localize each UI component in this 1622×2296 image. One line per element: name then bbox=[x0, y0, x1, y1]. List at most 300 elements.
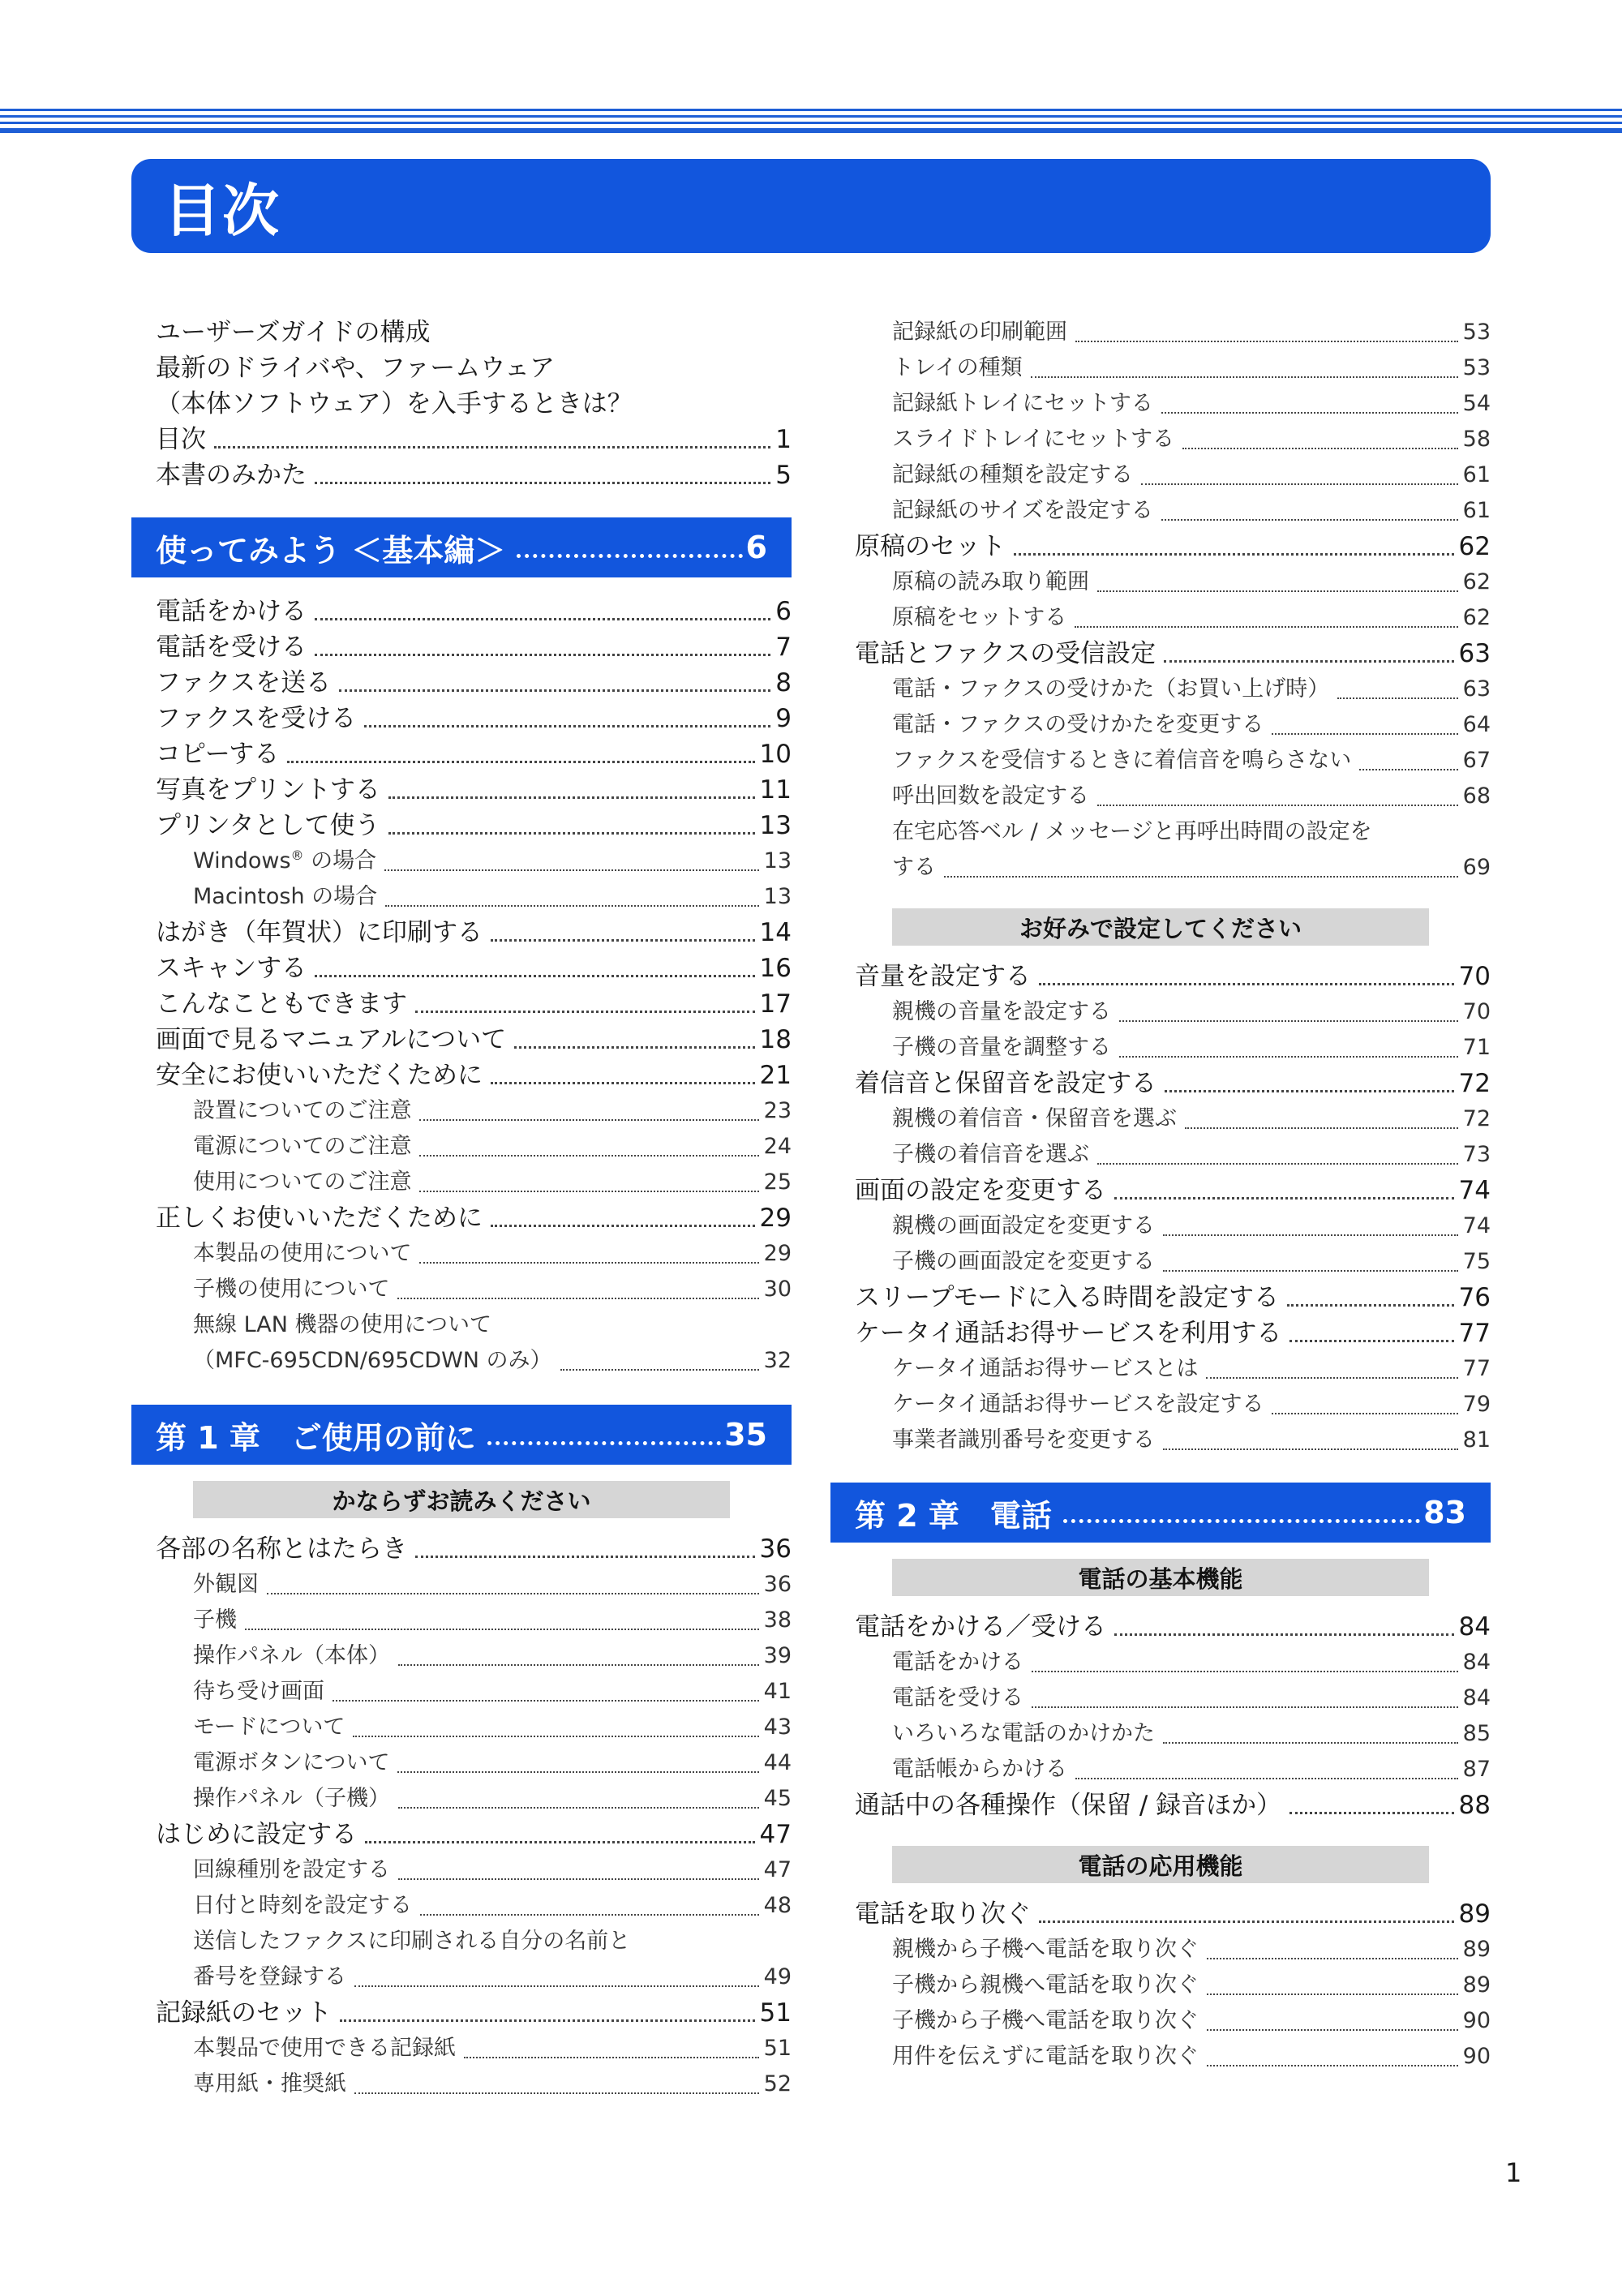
toc-page-number: 21 bbox=[759, 1061, 792, 1090]
subsection-bar-preference: お好みで設定してください bbox=[892, 908, 1429, 946]
toc-entry[interactable] bbox=[892, 994, 1491, 1030]
toc-label: 電話を受ける bbox=[892, 1685, 1023, 1710]
leader-dots bbox=[464, 2057, 759, 2058]
toc-label: 原稿をセットする bbox=[892, 605, 1067, 630]
toc-entry[interactable] bbox=[892, 2039, 1491, 2075]
toc-entry-guide-structure[interactable] bbox=[156, 315, 792, 350]
toc-page-number: 13 bbox=[763, 848, 792, 873]
chapter-label: 第 2 章 電話 bbox=[855, 1497, 1052, 1534]
toc-label: 事業者識別番号を変更する bbox=[892, 1427, 1155, 1453]
leader-dots bbox=[1163, 1234, 1458, 1236]
leader-dots bbox=[1039, 983, 1454, 985]
toc-entry[interactable] bbox=[156, 951, 792, 986]
subsection-bar-basic-functions: 電話の基本機能 bbox=[892, 1559, 1429, 1596]
leader-dots bbox=[315, 654, 770, 656]
toc-page-number: 53 bbox=[1462, 320, 1491, 345]
toc-page-number: 17 bbox=[759, 989, 792, 1019]
leader-dots bbox=[333, 1700, 759, 1702]
leader-dots bbox=[491, 1082, 755, 1084]
leader-dots bbox=[364, 725, 770, 727]
toc-entry[interactable] bbox=[892, 1208, 1491, 1244]
toc-label: ケータイ通話お得サービスを設定する bbox=[892, 1392, 1264, 1417]
toc-label: 用件を伝えずに電話を取り次ぐ bbox=[892, 2044, 1199, 2069]
toc-list-settings bbox=[830, 959, 1491, 1458]
toc-label: ケータイ通話お得サービスを利用する bbox=[855, 1319, 1282, 1348]
toc-page-number: 70 bbox=[1462, 999, 1491, 1024]
leader-dots bbox=[365, 1841, 755, 1843]
toc-label: 日付と時刻を設定する bbox=[193, 1893, 412, 1918]
toc-entry[interactable] bbox=[855, 636, 1491, 672]
toc-label: 電話帳からかける bbox=[892, 1757, 1067, 1782]
toc-label: ユーザーズガイドの構成 bbox=[156, 318, 431, 347]
leader-dots bbox=[1119, 1020, 1458, 1022]
toc-entry[interactable] bbox=[193, 1781, 792, 1817]
leader-dots bbox=[1141, 483, 1458, 485]
toc-label: 電話をかける bbox=[156, 597, 307, 626]
toc-page-number: 62 bbox=[1462, 569, 1491, 594]
leader-dots bbox=[315, 618, 770, 620]
leader-dots bbox=[1289, 1340, 1453, 1342]
toc-label: 操作パネル（本体） bbox=[193, 1643, 390, 1668]
toc-page-number: 43 bbox=[763, 1714, 792, 1740]
toc-page-number: 61 bbox=[1462, 498, 1491, 523]
toc-label: 着信音と保留音を設定する bbox=[855, 1069, 1156, 1098]
toc-page-number: 44 bbox=[763, 1750, 792, 1775]
toc-entry[interactable] bbox=[193, 1236, 792, 1272]
toc-page-number: 89 bbox=[1462, 1937, 1491, 1962]
toc-page-number: 13 bbox=[759, 811, 792, 840]
toc-label: 設置についてのご注意 bbox=[193, 1098, 412, 1123]
toc-entry[interactable] bbox=[892, 1244, 1491, 1280]
toc-entry[interactable] bbox=[156, 1995, 792, 2031]
toc-page-number: 72 bbox=[1462, 1106, 1491, 1131]
toc-label: 本製品で使用できる記録紙 bbox=[193, 2036, 456, 2061]
leader-dots bbox=[1097, 805, 1458, 806]
leader-dots bbox=[944, 876, 1458, 878]
toc-label: 電話とファクスの受信設定 bbox=[855, 639, 1156, 668]
leader-dots bbox=[353, 1736, 758, 1737]
toc-label: 電源についてのご注意 bbox=[193, 1134, 412, 1159]
leader-dots bbox=[245, 1629, 759, 1630]
toc-entry[interactable] bbox=[855, 529, 1491, 564]
toc-page-number: 77 bbox=[1458, 1319, 1491, 1348]
toc-page-number: 8 bbox=[775, 668, 792, 697]
toc-entry[interactable] bbox=[892, 1716, 1491, 1752]
toc-entry[interactable] bbox=[892, 707, 1491, 743]
toc-page-number: 14 bbox=[759, 918, 792, 947]
toc-entry[interactable] bbox=[892, 1932, 1491, 1968]
toc-label: 画面の設定を変更する bbox=[855, 1176, 1106, 1205]
toc-label: 操作パネル（子機） bbox=[193, 1786, 390, 1811]
toc-label: 記録紙の印刷範囲 bbox=[892, 320, 1067, 345]
toc-entry[interactable] bbox=[892, 1387, 1491, 1423]
toc-page-number: 74 bbox=[1462, 1213, 1491, 1238]
toc-label: 電源ボタンについて bbox=[193, 1750, 390, 1775]
toc-page-number: 45 bbox=[763, 1786, 792, 1811]
toc-page-number: 79 bbox=[1462, 1392, 1491, 1417]
toc-entry[interactable] bbox=[892, 1645, 1491, 1680]
toc-entry[interactable] bbox=[193, 1603, 792, 1638]
toc-list-phone-advanced bbox=[830, 1896, 1491, 2075]
leader-dots bbox=[419, 1191, 758, 1192]
toc-page-number: 81 bbox=[1462, 1427, 1491, 1453]
toc-label: スライドトレイにセットする bbox=[892, 427, 1175, 452]
toc-entry[interactable] bbox=[892, 422, 1491, 457]
leader-dots bbox=[398, 1878, 759, 1880]
leader-dots bbox=[1161, 412, 1458, 414]
toc-entry[interactable] bbox=[193, 1888, 792, 1924]
leader-dots bbox=[1207, 2029, 1458, 2031]
toc-page-number: 54 bbox=[1462, 391, 1491, 416]
toc-entry[interactable] bbox=[855, 1787, 1491, 1823]
toc-label: 記録紙トレイにセットする bbox=[892, 391, 1153, 416]
toc-entry[interactable] bbox=[892, 743, 1491, 779]
toc-page-number: 32 bbox=[763, 1348, 792, 1373]
toc-page-number: 89 bbox=[1458, 1899, 1491, 1929]
leader-dots bbox=[384, 869, 759, 871]
leader-dots bbox=[1206, 1377, 1457, 1379]
toc-entry[interactable] bbox=[156, 736, 792, 772]
toc-label: ケータイ通話お得サービスとは bbox=[892, 1356, 1199, 1381]
toc-entry[interactable] bbox=[193, 1165, 792, 1200]
page-title: 目次 bbox=[164, 177, 281, 244]
chapter-heading-2[interactable] bbox=[830, 1483, 1491, 1543]
toc-entry[interactable] bbox=[156, 986, 792, 1022]
toc-entry[interactable] bbox=[156, 665, 792, 701]
toc-page-number: 39 bbox=[763, 1643, 792, 1668]
leader-dots bbox=[1207, 2065, 1458, 2066]
toc-entry-how-to-read[interactable] bbox=[156, 457, 792, 493]
leader-dots bbox=[398, 1664, 759, 1666]
chapter-page-number: 83 bbox=[1423, 1495, 1466, 1530]
toc-entry[interactable] bbox=[156, 915, 792, 951]
toc-page-number: 30 bbox=[763, 1277, 792, 1302]
toc-label: 呼出回数を設定する bbox=[892, 783, 1089, 809]
toc-entry-wireless-lan[interactable] bbox=[193, 1307, 792, 1379]
leader-dots bbox=[214, 446, 770, 448]
toc-label: 画面で見るマニュアルについて bbox=[156, 1025, 507, 1054]
chapter-label: 使ってみよう ＜基本編＞ bbox=[156, 532, 506, 569]
toc-page-number: 13 bbox=[763, 884, 792, 909]
leader-dots bbox=[1337, 697, 1457, 699]
toc-entry[interactable] bbox=[193, 1710, 792, 1745]
toc-label: ファクスを送る bbox=[156, 668, 332, 697]
leader-dots bbox=[339, 689, 770, 692]
toc-entry[interactable] bbox=[892, 564, 1491, 600]
toc-label: 待ち受け画面 bbox=[193, 1679, 324, 1704]
toc-page-number: 53 bbox=[1462, 355, 1491, 380]
toc-label: 子機の音量を調整する bbox=[892, 1035, 1111, 1060]
leader-dots bbox=[340, 2019, 755, 2022]
toc-entry[interactable] bbox=[156, 701, 792, 736]
toc-page-number: 72 bbox=[1458, 1069, 1491, 1098]
toc-list-phone-basic bbox=[830, 1609, 1491, 1823]
toc-page-number: 51 bbox=[763, 2036, 792, 2061]
toc-page-number: 85 bbox=[1462, 1721, 1491, 1746]
leader-dots bbox=[1032, 1671, 1458, 1672]
leader-dots bbox=[1032, 1706, 1458, 1708]
toc-entry[interactable] bbox=[193, 1638, 792, 1674]
chapter-page-number: 6 bbox=[745, 530, 767, 565]
toc-entry[interactable] bbox=[892, 1101, 1491, 1137]
leader-dots bbox=[1014, 553, 1454, 556]
toc-entry[interactable] bbox=[892, 600, 1491, 636]
toc-entry[interactable] bbox=[193, 1093, 792, 1129]
toc-page-number: 36 bbox=[759, 1534, 792, 1564]
toc-label: 目次 bbox=[156, 425, 206, 454]
leader-dots bbox=[1287, 1304, 1454, 1307]
toc-entry-contents[interactable] bbox=[156, 422, 792, 457]
toc-entry[interactable] bbox=[156, 772, 792, 808]
toc-page-number: 9 bbox=[775, 704, 792, 733]
toc-entry[interactable] bbox=[892, 1680, 1491, 1716]
toc-page-number: 84 bbox=[1462, 1685, 1491, 1710]
toc-label: 記録紙の種類を設定する bbox=[892, 462, 1133, 487]
toc-entry-latest-driver[interactable] bbox=[156, 350, 792, 386]
toc-label: 子機から親機へ電話を取り次ぐ bbox=[892, 1972, 1199, 1998]
toc-entry-sender-registration[interactable] bbox=[193, 1924, 792, 1995]
toc-label: 安全にお使いいただくために bbox=[156, 1061, 483, 1090]
toc-entry[interactable] bbox=[156, 808, 792, 843]
toc-entry[interactable] bbox=[892, 315, 1491, 350]
leader-dots bbox=[1272, 733, 1457, 735]
toc-page-number: 87 bbox=[1462, 1757, 1491, 1782]
toc-page-number: 63 bbox=[1458, 639, 1491, 668]
toc-label: モードについて bbox=[193, 1714, 345, 1740]
toc-entry[interactable] bbox=[892, 457, 1491, 493]
leader-dots bbox=[388, 796, 755, 799]
leader-dots bbox=[491, 939, 755, 942]
toc-label: 回線種別を設定する bbox=[193, 1857, 390, 1882]
toc-label: 送信したファクスに印刷される自分の名前と bbox=[193, 1929, 631, 1954]
toc-label: コピーする bbox=[156, 740, 280, 769]
toc-page-number: 47 bbox=[763, 1857, 792, 1882]
toc-entry[interactable] bbox=[892, 672, 1491, 707]
registered-mark: ® bbox=[290, 848, 304, 863]
toc-page-number: 29 bbox=[763, 1241, 792, 1266]
leader-dots bbox=[1039, 1920, 1454, 1923]
toc-label: ファクスを受ける bbox=[156, 704, 357, 733]
toc-label: スリープモードに入る時間を設定する bbox=[855, 1283, 1279, 1312]
toc-entry[interactable] bbox=[156, 594, 792, 629]
leader-dots bbox=[419, 1155, 758, 1157]
leader-dots bbox=[388, 832, 755, 835]
toc-label: はがき（年賀状）に印刷する bbox=[156, 918, 483, 947]
toc-entry[interactable] bbox=[156, 1022, 792, 1058]
toc-entry[interactable] bbox=[855, 1315, 1491, 1351]
page-number: 1 bbox=[1505, 2157, 1522, 2188]
toc-page-number: 29 bbox=[759, 1204, 792, 1233]
toc-entry[interactable] bbox=[156, 629, 792, 665]
chapter-heading-1[interactable] bbox=[131, 1405, 792, 1465]
toc-right-column bbox=[830, 315, 1491, 2075]
toc-label: 正しくお使いいただくために bbox=[156, 1204, 483, 1233]
toc-page-number: 58 bbox=[1462, 427, 1491, 452]
toc-label: 本書のみかた bbox=[156, 461, 307, 490]
toc-label: 使用についてのご注意 bbox=[193, 1169, 412, 1195]
toc-page-number: 77 bbox=[1462, 1356, 1491, 1381]
toc-entry[interactable] bbox=[156, 1817, 792, 1852]
toc-entry[interactable] bbox=[892, 493, 1491, 529]
toc-page-number: 68 bbox=[1462, 783, 1491, 809]
leader-dots bbox=[1063, 1519, 1420, 1523]
toc-page-number: 84 bbox=[1462, 1650, 1491, 1675]
leader-dots bbox=[1114, 1633, 1454, 1636]
leader-dots bbox=[1075, 626, 1457, 628]
leader-dots bbox=[1031, 376, 1458, 378]
leader-dots bbox=[354, 2092, 759, 2094]
toc-label: 親機の音量を設定する bbox=[892, 999, 1111, 1024]
leader-dots bbox=[1164, 660, 1453, 663]
leader-dots bbox=[487, 1441, 721, 1445]
leader-dots bbox=[1097, 590, 1458, 592]
toc-label-cont: する bbox=[892, 855, 936, 880]
toc-entry[interactable] bbox=[892, 350, 1491, 386]
leader-dots bbox=[1163, 1448, 1458, 1450]
title-banner bbox=[131, 159, 1491, 253]
toc-page-number: 16 bbox=[759, 954, 792, 983]
leader-dots bbox=[560, 1369, 759, 1371]
toc-label: 電話を取り次ぐ bbox=[855, 1899, 1031, 1929]
toc-list-chapter1-a bbox=[131, 1531, 792, 1924]
toc-label: 親機の着信音・保留音を選ぶ bbox=[892, 1106, 1177, 1131]
toc-label: いろいろな電話のかけかた bbox=[892, 1721, 1155, 1746]
toc-page-number: 76 bbox=[1458, 1283, 1491, 1312]
leader-dots bbox=[287, 761, 754, 763]
toc-label: Macintosh の場合 bbox=[193, 884, 378, 909]
leader-dots bbox=[1272, 1413, 1457, 1414]
toc-label: 音量を設定する bbox=[855, 962, 1031, 991]
chapter-heading-basic[interactable] bbox=[131, 517, 792, 577]
toc-entry[interactable] bbox=[892, 1137, 1491, 1173]
toc-label: 電話・ファクスの受けかたを変更する bbox=[892, 712, 1264, 737]
leader-dots bbox=[1163, 1742, 1458, 1744]
toc-entry[interactable] bbox=[156, 1058, 792, 1093]
leader-dots bbox=[1165, 1090, 1454, 1092]
toc-label: 外観図 bbox=[193, 1572, 259, 1597]
toc-page-number: 61 bbox=[1462, 462, 1491, 487]
toc-page-number: 88 bbox=[1458, 1791, 1491, 1820]
toc-entry[interactable] bbox=[855, 1280, 1491, 1315]
toc-page-number: 23 bbox=[763, 1098, 792, 1123]
toc-page-number: 38 bbox=[763, 1607, 792, 1633]
leader-dots bbox=[397, 1771, 758, 1773]
toc-label: 専用紙・推奨紙 bbox=[193, 2071, 346, 2096]
leader-dots bbox=[1207, 1958, 1458, 1959]
toc-list-basic bbox=[131, 594, 792, 1307]
toc-label: トレイの種類 bbox=[892, 355, 1023, 380]
toc-entry[interactable] bbox=[193, 1674, 792, 1710]
toc-left-column bbox=[131, 315, 792, 2102]
toc-label: 親機の画面設定を変更する bbox=[892, 1213, 1155, 1238]
toc-entry[interactable] bbox=[193, 1852, 792, 1888]
toc-entry[interactable] bbox=[193, 2031, 792, 2066]
toc-page-number: 63 bbox=[1462, 676, 1491, 702]
toc-label: 子機 bbox=[193, 1607, 237, 1633]
toc-entry[interactable] bbox=[855, 1609, 1491, 1645]
toc-page-number: 11 bbox=[759, 775, 792, 805]
toc-page-number: 10 bbox=[759, 740, 792, 769]
toc-entry[interactable] bbox=[892, 1752, 1491, 1787]
toc-entry[interactable] bbox=[892, 1968, 1491, 2003]
toc-entry[interactable] bbox=[892, 1423, 1491, 1458]
toc-entry[interactable] bbox=[193, 2066, 792, 2102]
leader-dots bbox=[1207, 1993, 1458, 1995]
toc-label: 電話をかける bbox=[892, 1650, 1023, 1675]
toc-label: 写真をプリントする bbox=[156, 775, 380, 805]
toc-entry[interactable] bbox=[193, 1567, 792, 1603]
toc-label: Windows® の場合 bbox=[193, 848, 377, 873]
leader-dots bbox=[1161, 519, 1458, 521]
toc-entry[interactable] bbox=[892, 779, 1491, 814]
toc-page-number: 73 bbox=[1462, 1142, 1491, 1167]
toc-entry[interactable] bbox=[193, 843, 792, 879]
toc-entry[interactable] bbox=[855, 959, 1491, 994]
toc-page-number: 74 bbox=[1458, 1176, 1491, 1205]
chapter-label: 第 1 章 ご使用の前に bbox=[156, 1419, 476, 1456]
toc-entry[interactable] bbox=[193, 1129, 792, 1165]
toc-page-number: 90 bbox=[1462, 2008, 1491, 2033]
leader-dots bbox=[315, 482, 770, 484]
toc-page-number: 25 bbox=[763, 1169, 792, 1195]
leader-dots bbox=[1289, 1812, 1453, 1814]
toc-entry-latest-driver-cont[interactable] bbox=[156, 386, 792, 422]
toc-page-number: 51 bbox=[759, 1998, 792, 2028]
leader-dots bbox=[354, 1985, 759, 1987]
leader-dots bbox=[267, 1593, 759, 1594]
toc-entry[interactable] bbox=[193, 1745, 792, 1781]
subsection-bar-must-read: かならずお読みください bbox=[193, 1481, 730, 1518]
leader-dots bbox=[385, 905, 758, 907]
toc-page-number: 62 bbox=[1462, 605, 1491, 630]
toc-label: 親機から子機へ電話を取り次ぐ bbox=[892, 1937, 1199, 1962]
toc-entry[interactable] bbox=[892, 1030, 1491, 1066]
toc-page-number: 62 bbox=[1458, 532, 1491, 561]
toc-page-number: 67 bbox=[1462, 748, 1491, 773]
toc-entry[interactable] bbox=[892, 2003, 1491, 2039]
toc-label: はじめに設定する bbox=[156, 1820, 357, 1849]
toc-entry[interactable] bbox=[193, 1272, 792, 1307]
leader-dots bbox=[397, 1298, 758, 1299]
toc-label: 在宅応答ベル / メッセージと再呼出時間の設定を bbox=[892, 819, 1372, 844]
toc-entry[interactable] bbox=[855, 1896, 1491, 1932]
leader-dots bbox=[419, 1262, 758, 1264]
leader-dots bbox=[415, 1011, 755, 1013]
toc-label: 本製品の使用について bbox=[193, 1241, 412, 1266]
toc-entry[interactable] bbox=[156, 1200, 792, 1236]
toc-page-number: 7 bbox=[775, 633, 792, 662]
toc-entry[interactable] bbox=[156, 1531, 792, 1567]
toc-label: 記録紙のサイズを設定する bbox=[892, 498, 1153, 523]
leader-dots bbox=[1185, 1127, 1458, 1129]
toc-label: 原稿の読み取り範囲 bbox=[892, 569, 1089, 594]
toc-label: 電話をかける／受ける bbox=[855, 1612, 1106, 1642]
header-rule bbox=[0, 109, 1622, 137]
toc-entry-answering-bell[interactable] bbox=[892, 814, 1491, 886]
toc-entry[interactable] bbox=[855, 1173, 1491, 1208]
toc-entry[interactable] bbox=[892, 386, 1491, 422]
toc-label-cont: （MFC-695CDN/695CDWN のみ） bbox=[193, 1348, 552, 1373]
toc-entry[interactable] bbox=[855, 1066, 1491, 1101]
toc-entry[interactable] bbox=[892, 1351, 1491, 1387]
toc-label: 通話中の各種操作（保留 / 録音ほか） bbox=[855, 1791, 1282, 1820]
toc-page-number: 71 bbox=[1462, 1035, 1491, 1060]
toc-label: こんなこともできます bbox=[156, 989, 407, 1019]
toc-page-number: 47 bbox=[759, 1820, 792, 1849]
leader-dots bbox=[415, 1556, 755, 1558]
leader-dots bbox=[420, 1914, 759, 1916]
toc-entry[interactable] bbox=[193, 879, 792, 915]
